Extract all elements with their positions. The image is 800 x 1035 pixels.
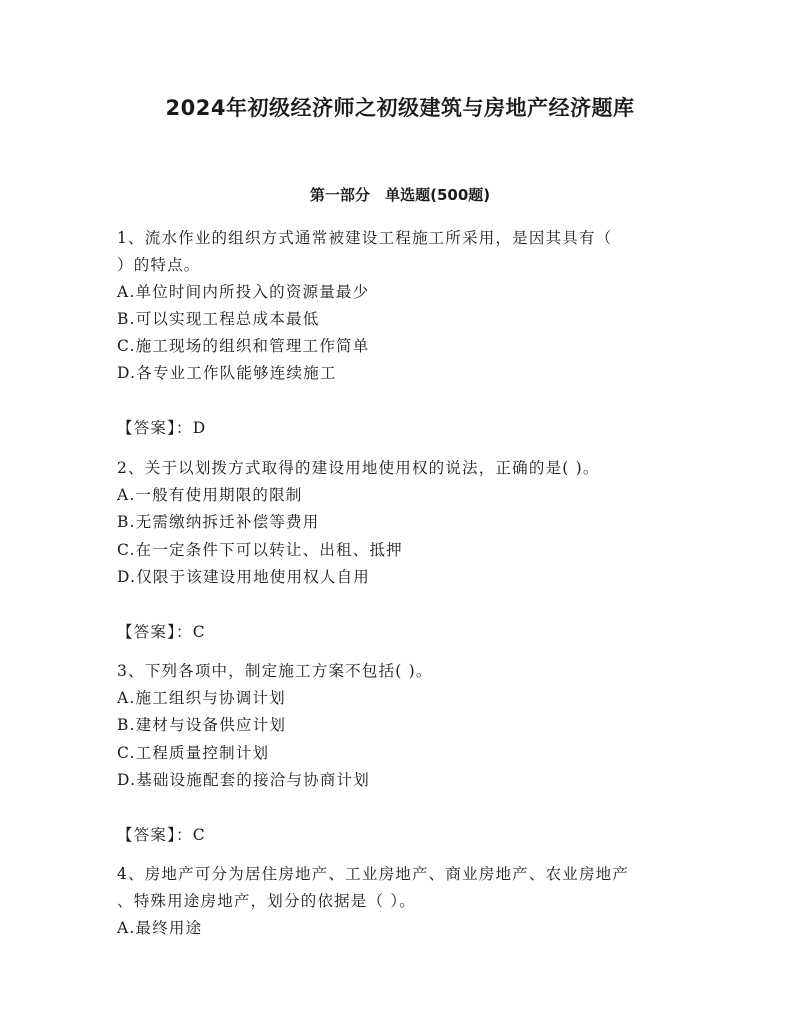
question-2-option-c: C.在一定条件下可以转让、出租、抵押: [117, 541, 403, 559]
question-3-answer: 【答案】：C: [117, 826, 206, 844]
question-4-stem-line-2: 、特殊用途房地产，划分的依据是（ ）。: [117, 892, 416, 910]
question-1-answer: 【答案】：D: [117, 419, 207, 437]
question-1-option-d: D.各专业工作队能够连续施工: [117, 364, 337, 382]
question-4-stem-line-1: 4、房地产可分为居住房地产、工业房地产、商业房地产、农业房地产: [117, 865, 630, 883]
question-3-option-c: C.工程质量控制计划: [117, 744, 270, 762]
section-heading: 第一部分 单选题(500题): [309, 186, 491, 204]
question-2-answer: 【答案】：C: [117, 623, 206, 641]
question-2-option-d: D.仅限于该建设用地使用权人自用: [117, 568, 371, 586]
question-1-option-b: B.可以实现工程总成本最低: [117, 310, 320, 328]
question-1-option-c: C.施工现场的组织和管理工作简单: [117, 337, 370, 355]
question-3-option-d: D.基础设施配套的接洽与协商计划: [117, 771, 371, 789]
question-1-stem-line-2: ）的特点。: [117, 256, 201, 274]
question-3-option-b: B.建材与设备供应计划: [117, 716, 287, 734]
question-1-stem-line-1: 1、流水作业的组织方式通常被建设工程施工所采用，是因其具有（: [117, 229, 613, 247]
document-title: 2024年初级经济师之初级建筑与房地产经济题库: [165, 96, 635, 120]
question-2-option-a: A.一般有使用期限的限制: [117, 486, 303, 504]
question-4-option-a: A.最终用途: [117, 919, 203, 937]
question-1-option-a: A.单位时间内所投入的资源量最少: [117, 283, 370, 301]
question-3-stem: 3、下列各项中，制定施工方案不包括( )。: [117, 662, 433, 680]
question-3-option-a: A.施工组织与协调计划: [117, 689, 286, 707]
question-2-stem: 2、关于以划拨方式取得的建设用地使用权的说法，正确的是( )。: [117, 459, 600, 477]
question-2-option-b: B.无需缴纳拆迁补偿等费用: [117, 513, 320, 531]
